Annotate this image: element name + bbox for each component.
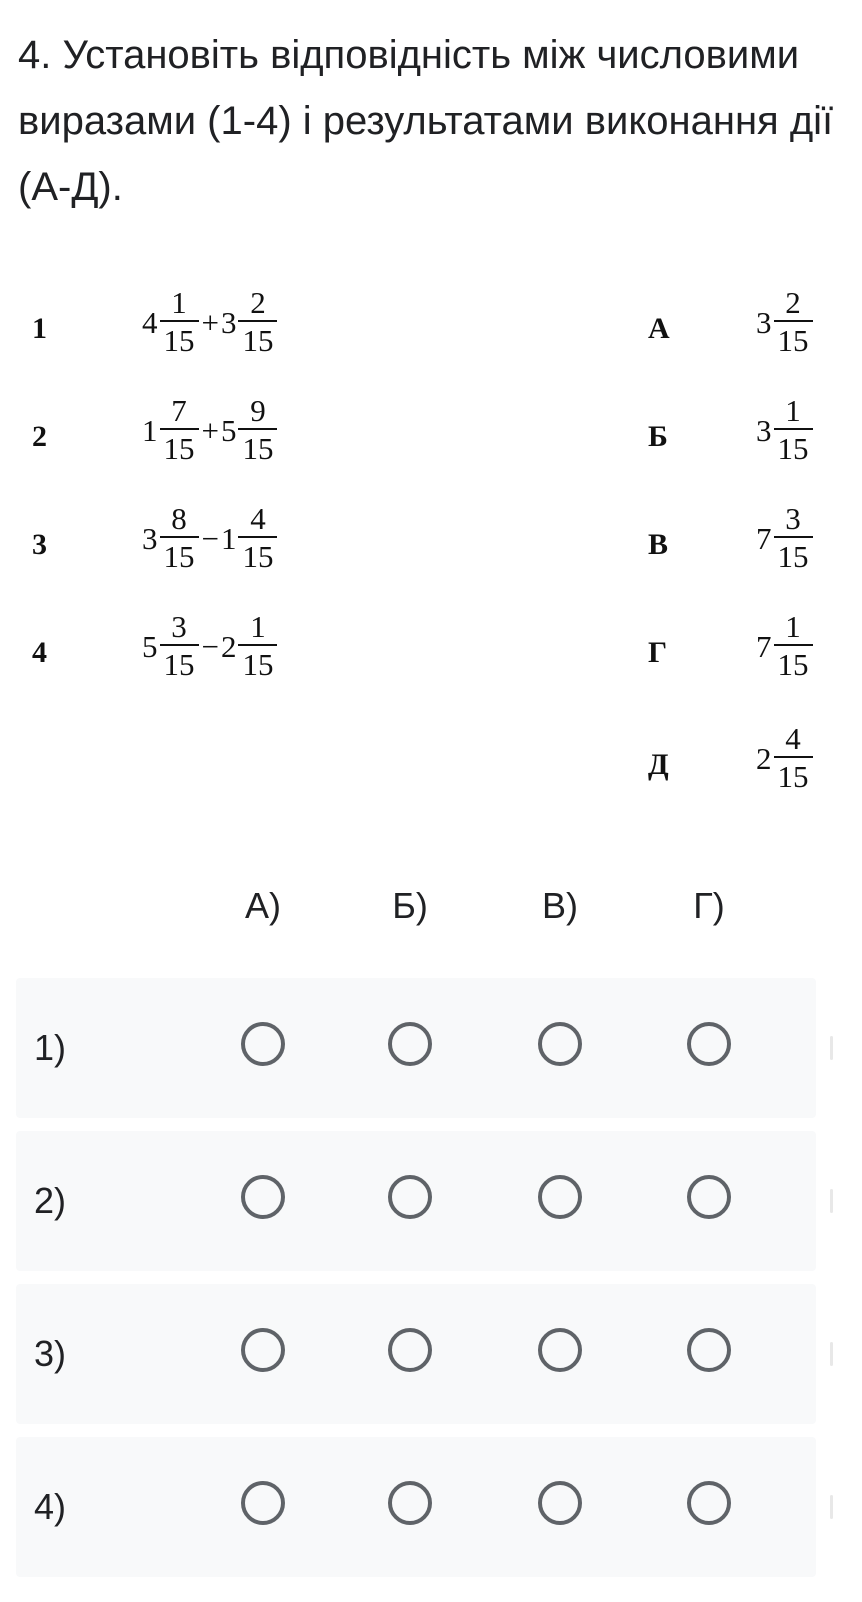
radio-button-2-b[interactable]	[388, 1175, 432, 1219]
expression-3	[142, 502, 278, 576]
column-header-v: В)	[542, 885, 578, 926]
fraction	[774, 610, 813, 684]
whole-part: 5	[142, 629, 158, 664]
answer-value-b	[756, 394, 814, 468]
mixed-number	[756, 722, 814, 796]
numerator: 8	[171, 501, 187, 536]
radio-button-4-a[interactable]	[241, 1481, 285, 1525]
whole-part: 7	[756, 629, 772, 664]
radio-button-4-v[interactable]	[538, 1481, 582, 1525]
operator: +	[201, 305, 219, 340]
radio-button-3-a[interactable]	[241, 1328, 285, 1372]
fraction	[238, 502, 277, 576]
fraction	[238, 394, 277, 468]
answer-value-a	[756, 286, 814, 360]
expression-2	[142, 394, 278, 468]
denominator: 15	[777, 539, 809, 574]
numerator: 2	[785, 285, 801, 320]
whole-part: 3	[756, 305, 772, 340]
expression-1	[142, 286, 278, 360]
grid-row-4	[16, 1437, 816, 1577]
mixed-number	[142, 502, 200, 576]
whole-part: 3	[756, 413, 772, 448]
denominator: 15	[242, 323, 274, 358]
radio-button-1-b[interactable]	[388, 1022, 432, 1066]
fraction	[238, 286, 277, 360]
mixed-number	[756, 394, 814, 468]
whole-part: 5	[220, 413, 237, 448]
answer-value-v	[756, 502, 814, 576]
mixed-number	[756, 610, 814, 684]
operator: +	[201, 413, 219, 448]
denominator: 15	[777, 759, 809, 794]
answer-letter-b: Б	[648, 420, 668, 453]
mixed-number	[142, 394, 200, 468]
numerator: 1	[785, 609, 801, 644]
fraction	[160, 610, 199, 684]
row-label-2: 2)	[34, 1180, 67, 1221]
whole-part: 4	[142, 305, 158, 340]
mixed-number	[756, 286, 814, 360]
whole-part: 7	[756, 521, 772, 556]
fraction	[774, 722, 813, 796]
column-header-a: А)	[245, 885, 281, 926]
grid-row-2	[16, 1131, 816, 1271]
numerator: 2	[250, 285, 266, 320]
denominator: 15	[163, 323, 195, 358]
denominator: 15	[777, 647, 809, 682]
mixed-number	[142, 610, 200, 684]
fraction	[238, 610, 277, 684]
denominator: 15	[777, 431, 809, 466]
denominator: 15	[242, 431, 274, 466]
scroll-edge-mark	[830, 1495, 833, 1519]
row-label-3: 3)	[34, 1333, 67, 1374]
whole-part: 3	[220, 305, 237, 340]
scroll-edge-mark	[830, 1342, 833, 1366]
denominator: 15	[242, 647, 274, 682]
column-header-b: Б)	[392, 885, 428, 926]
scroll-edge-mark	[830, 1189, 833, 1213]
radio-button-3-v[interactable]	[538, 1328, 582, 1372]
radio-button-4-h[interactable]	[687, 1481, 731, 1525]
denominator: 15	[163, 431, 195, 466]
expression-number-2: 2	[32, 420, 47, 453]
mixed-number	[221, 502, 279, 576]
mixed-number	[756, 502, 814, 576]
radio-button-1-a[interactable]	[241, 1022, 285, 1066]
mixed-number	[221, 286, 279, 360]
numerator: 3	[171, 609, 187, 644]
answer-letter-a: А	[648, 312, 670, 345]
row-label-4: 4)	[34, 1486, 67, 1527]
answer-letter-h: Г	[648, 636, 668, 669]
fraction	[160, 502, 199, 576]
mixed-number	[142, 286, 200, 360]
radio-button-2-h[interactable]	[687, 1175, 731, 1219]
radio-button-2-v[interactable]	[538, 1175, 582, 1219]
expression-number-3: 3	[32, 528, 47, 561]
radio-button-3-h[interactable]	[687, 1328, 731, 1372]
fraction	[160, 286, 199, 360]
radio-button-2-a[interactable]	[241, 1175, 285, 1219]
radio-button-4-b[interactable]	[388, 1481, 432, 1525]
numerator: 7	[171, 393, 187, 428]
expression-number-4: 4	[32, 636, 47, 669]
radio-button-3-b[interactable]	[388, 1328, 432, 1372]
denominator: 15	[777, 323, 809, 358]
answer-value-d	[756, 722, 814, 796]
numerator: 1	[171, 285, 187, 320]
radio-button-1-h[interactable]	[687, 1022, 731, 1066]
numerator: 4	[250, 501, 266, 536]
denominator: 15	[163, 647, 195, 682]
numerator: 1	[250, 609, 266, 644]
scroll-edge-mark	[830, 1036, 833, 1060]
whole-part: 2	[756, 741, 772, 776]
answer-letter-d: Д	[648, 748, 669, 781]
fraction	[774, 286, 813, 360]
fraction	[774, 394, 813, 468]
numerator: 3	[785, 501, 801, 536]
numerator: 9	[250, 393, 266, 428]
fraction	[160, 394, 199, 468]
radio-button-1-v[interactable]	[538, 1022, 582, 1066]
grid-row-3	[16, 1284, 816, 1424]
whole-part: 3	[142, 521, 158, 556]
whole-part: 2	[220, 629, 237, 664]
operator: −	[201, 629, 219, 664]
denominator: 15	[242, 539, 274, 574]
whole-part: 1	[142, 413, 158, 448]
mixed-number	[221, 394, 279, 468]
column-header-h: Г)	[693, 885, 725, 926]
whole-part: 1	[220, 521, 237, 556]
answer-letter-v: В	[648, 528, 669, 561]
operator: −	[201, 521, 219, 556]
mixed-number	[221, 610, 279, 684]
row-label-1: 1)	[34, 1027, 67, 1068]
expression-4	[142, 610, 278, 684]
numerator: 4	[785, 721, 801, 756]
denominator: 15	[163, 539, 195, 574]
question-title: 4. Установіть відповідність між числовими виразами (1-4) і результатами виконання дії (А-Д).	[18, 33, 834, 209]
answer-value-h	[756, 610, 814, 684]
grid-row-1	[16, 978, 816, 1118]
numerator: 1	[785, 393, 801, 428]
fraction	[774, 502, 813, 576]
expression-number-1: 1	[32, 312, 47, 345]
